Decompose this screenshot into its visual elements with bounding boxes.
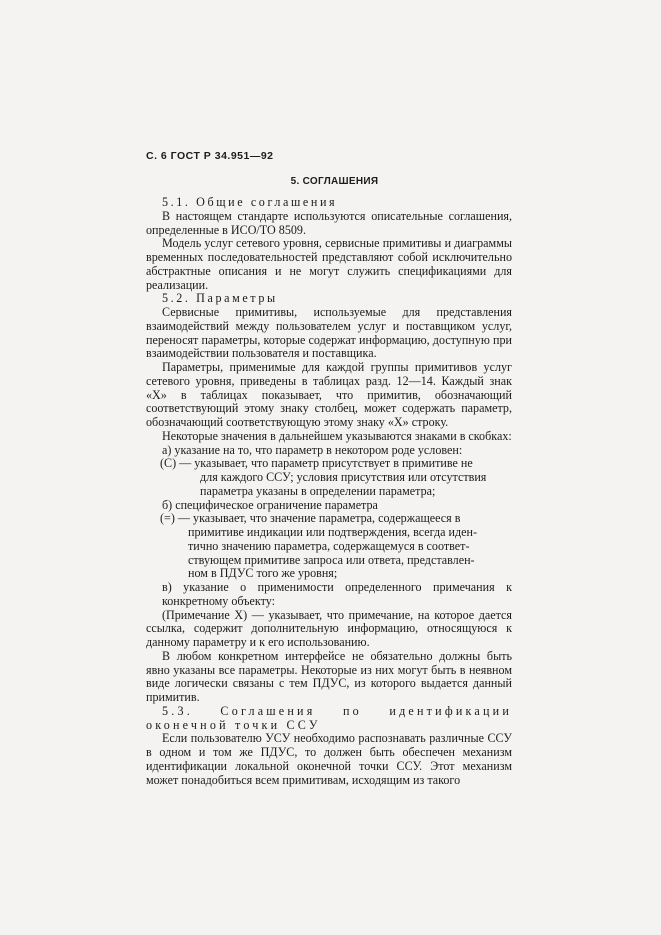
- paragraph: 5.3. Соглашения по идентификации оконечной точки ССУ: [146, 703, 512, 732]
- paragraph: Некоторые значения в дальнейшем указываются знаками в скобках:: [162, 428, 512, 443]
- paragraph: Сервисные примитивы, используемые для представления взаимодействий между пользователем услуг и поставщиком услуг, переносят параметры, которые содержат информацию, доступную при взаимодействии пользователя и поставщика.: [146, 305, 512, 361]
- paragraph: Параметры, применимые для каждой группы примитивов услуг сетевого уровня, приведены в таблицах разд. 12—14. Каждый знак «X» в таблицах показывает, что примитив, обозначающий соответствующий этому знаку столбец, может содержать параметр, обозначающий соответствующую этому знаку «X» строку.: [146, 360, 512, 429]
- paragraph: Модель услуг сетевого уровня, сервисные примитивы и диаграммы временных последовательностей представляют собой исключительно абстрактные описания и не могут служить спецификациями для реализации.: [146, 236, 512, 292]
- paragraph: (=) — указывает, что значение параметра, содержащееся в: [160, 511, 461, 526]
- paragraph: примитиве индикации или подтверждения, всегда иден-: [188, 525, 477, 539]
- paragraph: В любом конкретном интерфейсе не обязательно должны быть явно указаны все параметры. Некоторые из них могут быть в неявном виде логически связаны с тем ПДУС, из которого выдается данный примитив.: [146, 648, 512, 704]
- paragraph: тично значению параметра, содержащемуся в соответ-: [188, 538, 470, 553]
- paragraph: для каждого ССУ; условия присутствия или отсутствия: [200, 470, 487, 484]
- paragraph: а) указание на то, что параметр в некотором роде условен:: [162, 442, 463, 457]
- paragraph: В настоящем стандарте используются описательные соглашения, определенные в ИСО/ТО 8509.: [146, 208, 512, 237]
- section-title: 5. СОГЛАШЕНИЯ: [290, 176, 379, 187]
- paragraph: в) указание о применимости определенного примечания к конкретному объекту:: [162, 580, 512, 608]
- paragraph: 5.1. Общие соглашения: [162, 195, 338, 209]
- paragraph: Если пользователю УСУ необходимо распознавать различные ССУ в одном и том же ПДУС, то должен быть обеспечен механизм идентификации локальной оконечной точки ССУ. Этот механизм может понадобиться всем примитивам, исходящим из такого: [146, 731, 512, 787]
- paragraph: б) специфическое ограничение параметра: [162, 497, 378, 512]
- paragraph: (Примечание X) — указывает, что примечание, на которое дается ссылка, содержит дополнительную информацию, относящуюся к данному параметру и к его использованию.: [146, 607, 512, 649]
- body-text: [146, 196, 512, 787]
- paragraph: ном в ПДУС того же уровня;: [188, 566, 338, 581]
- paragraph: ствующем примитиве запроса или ответа, представлен-: [188, 552, 475, 567]
- paragraph: 5.2. Параметры: [162, 291, 278, 306]
- page-header: С. 6 ГОСТ Р 34.951—92: [146, 150, 274, 162]
- paragraph: параметра указаны в определении параметра;: [200, 483, 436, 498]
- paragraph: (С) — указывает, что параметр присутствует в примитиве не: [160, 456, 473, 471]
